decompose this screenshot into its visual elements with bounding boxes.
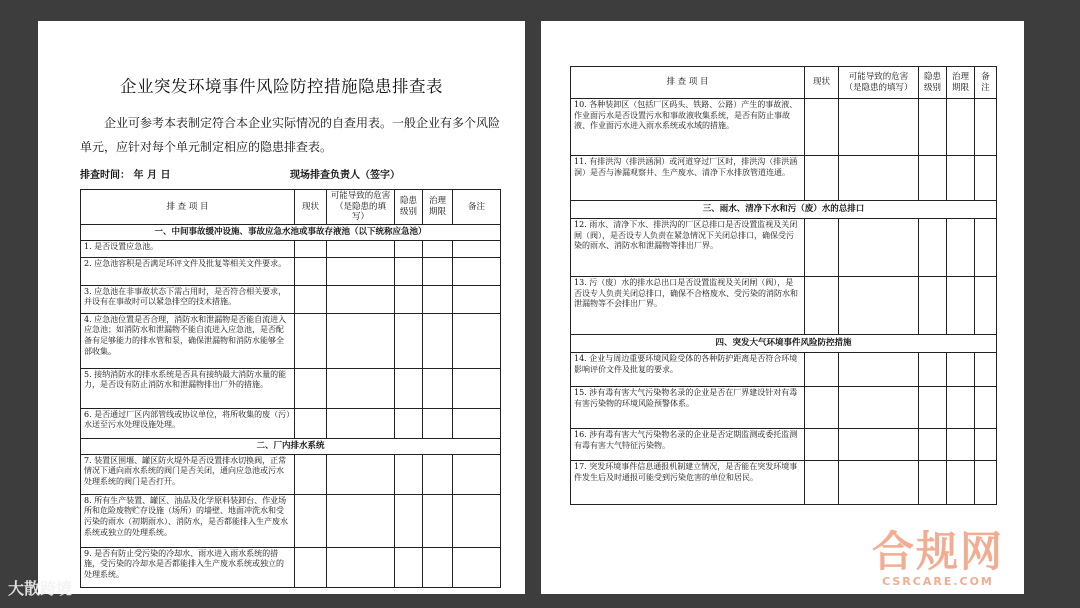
item-text: 17. 突发环境事件信息通报机制建立情况，是否能在突发环境事件发生后及时通报可能受到污染危害的单位和居民。 xyxy=(571,461,805,505)
section-row xyxy=(81,438,501,454)
section-title: 二、厂内排水系统 xyxy=(81,438,501,454)
item-text: 12. 雨水、清净下水、排洪沟的厂区总排口是否设置监视及关闭闸（阀），是否设专人负责在紧急情况下关闭总排口，确保受污染的雨水、消防水和泄漏物等排出厂界。 xyxy=(571,219,805,277)
table-row xyxy=(81,454,501,494)
section-row xyxy=(571,335,997,353)
section-row xyxy=(571,201,997,219)
table-row xyxy=(81,313,501,368)
table-row xyxy=(81,257,501,285)
table-row xyxy=(571,156,997,201)
logo-mark: 合规网 xyxy=(871,527,1004,576)
document-title: 企业突发环境事件风险防控措施隐患排查表 xyxy=(120,77,443,96)
inspector-signature-line: 现场排查负责人（签字） xyxy=(290,170,400,181)
item-text: 5. 接纳消防水的排水系统是否具有接纳最大消防水量的能力，是否设有防止消防水和泄漏物排出厂外的措施。 xyxy=(81,368,295,408)
table-row xyxy=(571,277,997,335)
header-note: 备注 xyxy=(453,190,501,225)
item-text: 9. 是否有防止受污染的冷却水、雨水进入雨水系统的措施，受污染的冷却水是否都能排入生产废水系统或独立的处理系统。 xyxy=(81,547,295,587)
table-row xyxy=(571,353,997,387)
table-row xyxy=(81,240,501,257)
item-text: 8. 所有生产装置、罐区、油品及化学原料装卸台、作业场所和危险废物贮存设施（场所）的墙壁、地面冲洗水和受污染的雨水（初期雨水）、消防水，是否都能排入生产废水系统或独立的处理系统。 xyxy=(81,494,295,547)
header-level: 隐患级别 xyxy=(395,190,423,225)
item-text: 10. 各种装卸区（包括厂区码头、铁路、公路）产生的事故液、作业面污水是否设置污水和事故液收集系统，是否有防止事故液、作业面污水进入雨水系统或水域的措施。 xyxy=(571,99,805,156)
table-row xyxy=(571,387,997,429)
header-note: 备注 xyxy=(975,67,997,99)
logo-domain: CSRCARE.COM xyxy=(882,575,994,588)
document-page-right xyxy=(541,21,1024,594)
header-item: 排 查 项 目 xyxy=(81,190,295,225)
document-page-left xyxy=(38,21,525,594)
intro-paragraph: 企业可参考本表制定符合本企业实际情况的自查用表。一般企业有多个风险单元，应针对每个单元制定相应的隐患排查表。 xyxy=(80,116,501,154)
item-text: 14. 企业与周边重要环境风险受体的各种防护距离是否符合环境影响评价文件及批复的要求。 xyxy=(571,353,805,387)
table-row xyxy=(81,408,501,438)
item-text: 3. 应急池在非事故状态下需占用时，是否符合相关要求，并设有在事故时可以紧急排空的技术措施。 xyxy=(81,285,295,313)
inspection-table-right xyxy=(570,66,997,505)
table-header-row xyxy=(571,67,997,99)
inspection-time-line: 排查时间： 年 月 日 xyxy=(80,170,171,181)
header-hazard: 可能导致的危害（是隐患的填写） xyxy=(839,67,919,99)
table-row xyxy=(81,285,501,313)
watermark-text: 大散跨境 xyxy=(8,579,73,598)
table-row xyxy=(571,99,997,156)
header-deadline: 治理期限 xyxy=(423,190,453,225)
item-text: 16. 涉有毒有害大气污染物名录的企业是否定期监测或委托监测有毒有害大气特征污染物。 xyxy=(571,429,805,461)
item-text: 11. 有排洪沟（排洪涵洞）或河道穿过厂区时，排洪沟（排洪涵洞）是否与渗漏观察井、生产废水、清净下水排放管道连通。 xyxy=(571,156,805,201)
header-hazard: 可能导致的危害（是隐患的填写） xyxy=(327,190,395,225)
section-title: 一、中间事故缓冲设施、事故应急水池或事故存液池（以下统称应急池） xyxy=(81,224,501,240)
header-status: 现状 xyxy=(805,67,839,99)
header-level: 隐患级别 xyxy=(919,67,947,99)
item-text: 7. 装置区围堰、罐区防火堤外是否设置排水切换阀，正常情况下通向雨水系统的阀门是否关闭，通向应急池或污水处理系统的阀门是否打开。 xyxy=(81,454,295,494)
section-title: 四、突发大气环境事件风险防控措施 xyxy=(571,335,997,353)
header-status: 现状 xyxy=(295,190,327,225)
section-row xyxy=(81,224,501,240)
table-row xyxy=(571,461,997,505)
header-item: 排 查 项 目 xyxy=(571,67,805,99)
item-text: 15. 涉有毒有害大气污染物名录的企业是否在厂界建设针对有毒有害污染物的环境风险预警体系。 xyxy=(571,387,805,429)
item-text: 2. 应急池容积是否满足环评文件及批复等相关文件要求。 xyxy=(81,257,295,285)
table-row xyxy=(571,219,997,277)
header-deadline: 治理期限 xyxy=(947,67,975,99)
inspection-table-left xyxy=(80,189,501,588)
item-text: 6. 是否通过厂区内部管线或协议单位，将所收集的废（污）水送至污水处理设施处理。 xyxy=(81,408,295,438)
item-text: 1. 是否设置应急池。 xyxy=(81,240,295,257)
table-row xyxy=(81,547,501,587)
csrcare-logo xyxy=(872,529,1004,588)
table-row xyxy=(81,368,501,408)
section-title: 三、雨水、清净下水和污（废）水的总排口 xyxy=(571,201,997,219)
table-header-row xyxy=(81,190,501,225)
table-row xyxy=(81,494,501,547)
table-row xyxy=(571,429,997,461)
item-text: 13. 污（废）水的排水总出口是否设置监视及关闭闸（阀），是否设专人负责关闭总排口，确保不合格废水、受污染的消防水和泄漏物等不会排出厂界。 xyxy=(571,277,805,335)
item-text: 4. 应急池位置是否合理，消防水和泄漏物是否能自流进入应急池；如消防水和泄漏物不能自流进入应急池，是否配备有足够能力的排水管和泵，确保泄漏物和消防水能够全部收集。 xyxy=(81,313,295,368)
